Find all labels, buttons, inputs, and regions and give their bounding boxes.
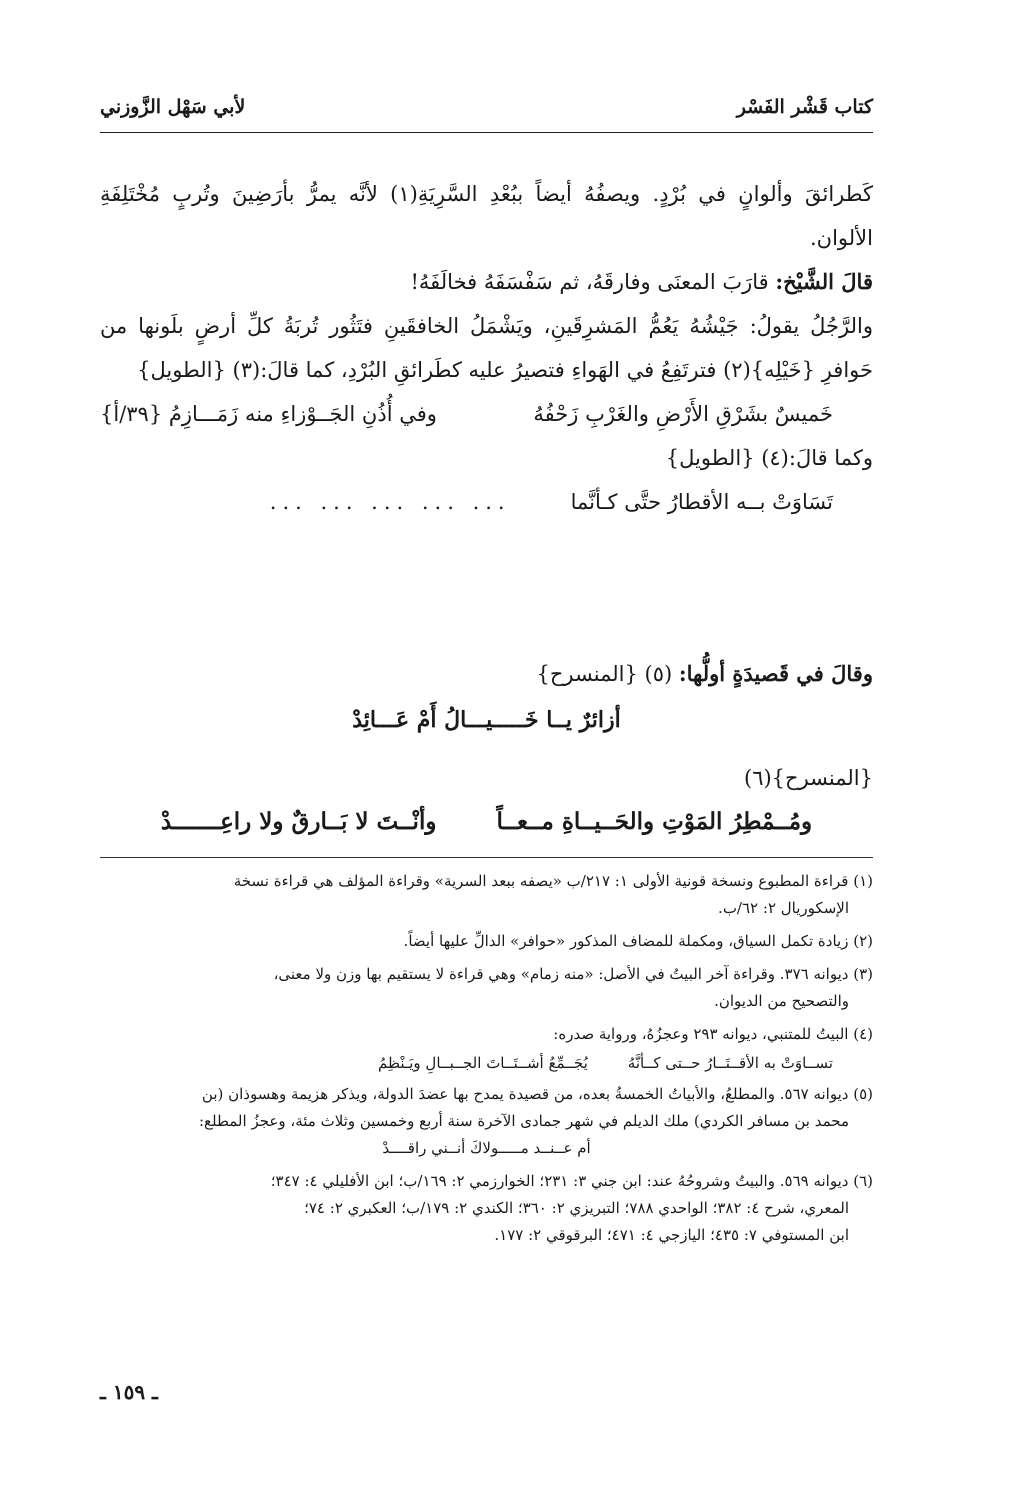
footnote-divider (100, 857, 873, 858)
verse-1-first-hemistich: خَميسٌ بشَرْقِ الأَرْضِ والغَرْبِ زَحْفُهُ (533, 402, 833, 426)
qasida-intro-label: وقالَ في قَصيدَةٍ أولُّها: (678, 661, 873, 686)
footnote-6-line-3: ابن المستوفي ٧: ٤٣٥؛ اليازجي ٤: ٤٧١؛ البرقوقي ٢: ١٧٧. (494, 1226, 849, 1244)
verse-3: أزائرٌ يــا خَـــــيـــالُ أَمْ عَـــائِدْ (352, 707, 621, 733)
footnote-3-line-2: والتصحيح من الديوان. (714, 992, 849, 1010)
verse-4 (100, 800, 873, 844)
qasida-section (100, 652, 873, 844)
running-header (100, 92, 873, 133)
footnote-5 (100, 1081, 873, 1135)
verse-2-first-hemistich: تَسَاوَتْ بــه الأقطارُ حتَّى كـأنَّما (570, 490, 833, 514)
header-author: لأبي سَهْل الزَّوزني (100, 96, 246, 118)
footnote-5-line-2: محمد بن مسافر الكردي) ملك الديلم في شهر جمادى الآخرة سنة أربع وخمسين وثلاث مئة، وعجزُ المطلع: (198, 1112, 849, 1130)
verse-4-first-hemistich: ومُــمْطِرُ المَوْتِ والحَــيــاةِ مــعــاً (496, 808, 813, 835)
footnote-4-verse-second: يُجَــمِّعُ أشــتَــاتَ الجــبــالِ ويَـنْظِمُ (378, 1054, 588, 1072)
footnote-1-line-1: (١) قراءة المطبوع ونسخة قونية الأولى ١: ٢١٧/ب «يصفه ببعد السرية» وقراءة المؤلف هي قراءة نسخة (233, 872, 873, 890)
footnote-5-line-1: (٥) ديوانه ٥٦٧. والمطلعُ، والأبياتُ الخمسةُ بعده، من قصيدة يمدح بها عضدَ الدولة، ويذكر هزيمة وهسوذان (بن (201, 1085, 873, 1103)
footnote-6 (100, 1168, 873, 1249)
footnote-4: (٤) البيتُ للمتنبي، ديوانه ٢٩٣ وعجزُهُ، ورواية صدره: (553, 1025, 873, 1043)
page-number: ـ ١٥٩ ـ (100, 1380, 158, 1404)
footnotes (100, 868, 873, 1255)
sheikh-comment (100, 260, 873, 304)
footnote-5-verse: أم عــنــد مـــــولاكَ أنــني راقــــدْ (382, 1139, 591, 1157)
paragraph-1: كَطرائقَ وألوانٍ في بُرْدٍ. ويصفُهُ أيضاً ببُعْدِ السَّرِيَةِ(١) لأنَّه يمرُّ بأرَضِينَ وتُربٍ مُخْتَلِفَةِ الألوان. (100, 182, 873, 250)
sheikh-label: قالَ الشَّيْخ: (775, 269, 873, 294)
verse-2-ellipsis: ... ... ... ... ... (269, 490, 511, 514)
sheikh-text: قارَبَ المعنَى وفارقَهُ، ثم سَفْسَفَهُ فخالَفَهُ! (410, 270, 769, 294)
verse-4-meter: {المنسرح}(٦) (744, 766, 873, 790)
footnote-1-line-2: الإسكوريال ٢: ٦٢/ب. (718, 899, 849, 917)
main-text (100, 172, 873, 524)
footnote-6-line-1: (٦) ديوانه ٥٦٩. والبيتُ وشروحُهُ عند: ابن جني ٣: ٢٣١؛ الخوارزمي ٢: ١٦٩/ب؛ ابن الأفليلي ٤: ٣٤٧؛ (270, 1172, 873, 1190)
qasida-meter: (٥) {المنسرح} (536, 662, 673, 686)
footnote-3 (100, 961, 873, 1015)
header-book-title: كتاب قَشْر الفَسْر (736, 96, 873, 118)
qasida-intro (100, 652, 873, 696)
verse-1-second-hemistich: وفي أُذُنِ الجَــوْزاءِ منه زَمَـــازِمُ {٣٩/أ} (100, 402, 437, 426)
verse-2 (100, 480, 873, 524)
verse-4-second-hemistich: وأنْــتَ لا بَــارقٌ ولا راعِـــــــدْ (160, 808, 437, 835)
footnote-6-line-2: المعري، شرح ٤: ٣٨٢؛ الواحدي ٧٨٨؛ التبريزي ٢: ٣٦٠؛ الكندي ٢: ١٧٩/ب؛ العكبري ٢: ٧٤؛ (304, 1199, 849, 1217)
footnote-4-verse-first: تســاوَتْ به الأقــتَــارُ حــتى كــأنَّهُ (627, 1054, 833, 1072)
footnote-4-verse (100, 1050, 873, 1077)
verse-1 (100, 392, 873, 436)
footnote-3-line-1: (٣) ديوانه ٣٧٦. وقراءة آخر البيتُ في الأصل: «منه زمام» وهي قراءة لا يستقيم بها وزن ولا معنى، (273, 965, 873, 983)
footnote-2: (٢) زيادة تكمل السياق، ومكملة للمضاف المذكور «حوافر» الدالِّ عليها أيضاً. (403, 932, 873, 950)
paragraph-2: والرَّجُلُ يقولُ: جَيْشُهُ يَعُمُّ المَشرِقَينِ، ويَشْمَلُ الخافقَينِ فتَثُور تُربَةُ كلِّ أرضٍ بلَونها من حَوافرِ {خَيْلِه}(٢) فترتَفِعُ في الهَواءِ فتصيرُ عليه كطَرائقِ البُرْدِ، كما قالَ:(٣) {الطويل} (100, 314, 873, 382)
paragraph-3: وكما قالَ:(٤) {الطويل} (665, 446, 873, 470)
footnote-1 (100, 868, 873, 922)
